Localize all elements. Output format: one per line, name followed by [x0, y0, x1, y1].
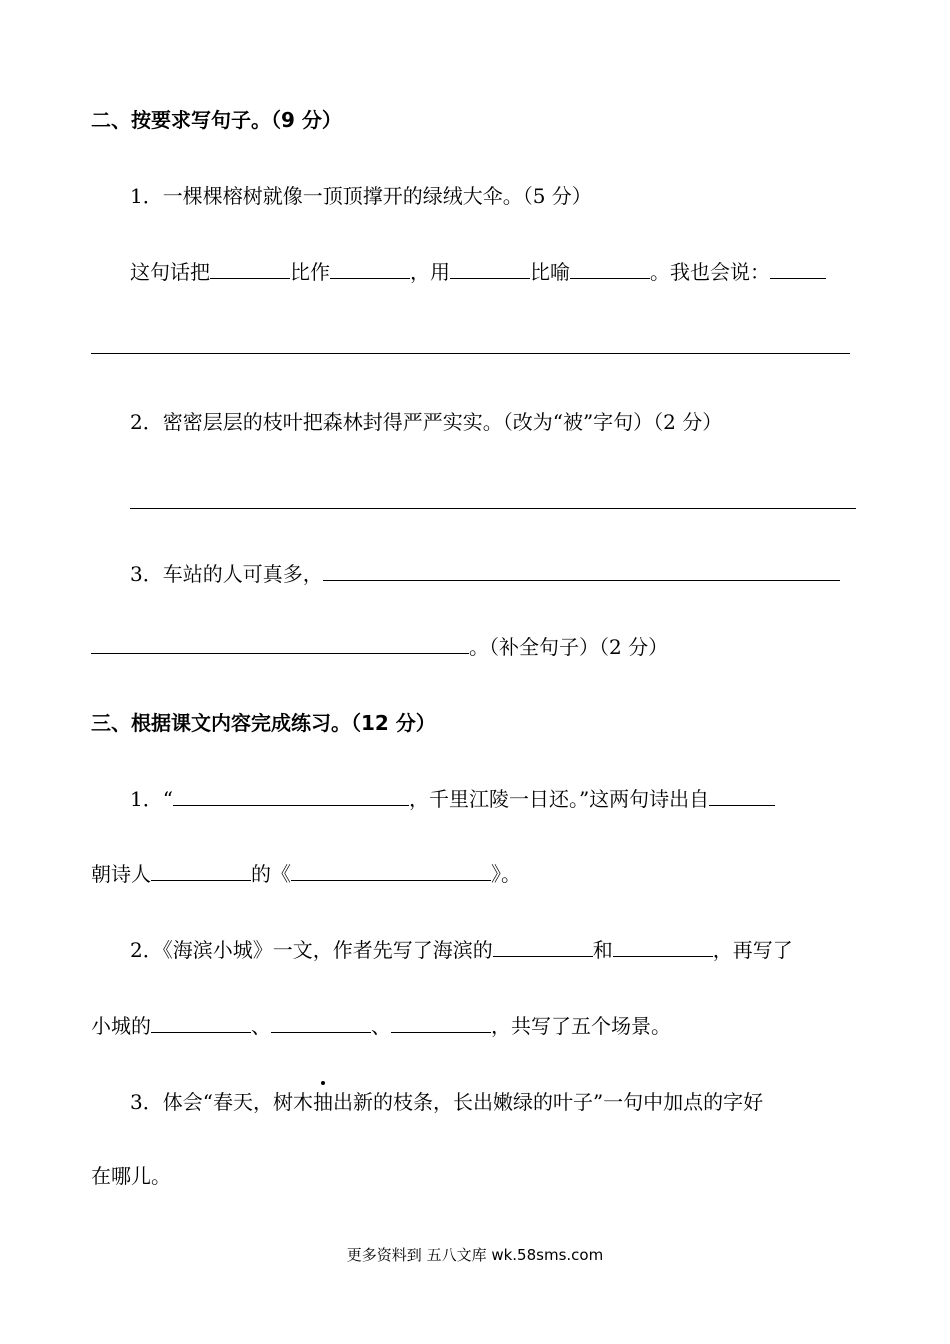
question-3-3: [130, 1088, 763, 1116]
answer-blank[interactable]: [493, 936, 593, 957]
footer-link[interactable]: 更多资料到 五八文库 wk.58sms.com: [346, 1246, 604, 1264]
answer-blank[interactable]: [271, 1012, 371, 1033]
answer-blank[interactable]: [91, 633, 469, 654]
answer-blank[interactable]: [613, 936, 713, 957]
question-2-3-cont: [91, 633, 668, 661]
separator: 、: [251, 1014, 271, 1038]
question-3-2: [130, 936, 793, 964]
fill-text: ，用: [410, 260, 450, 284]
question-text: 小城的: [91, 1014, 151, 1038]
question-text: ，共写了五个场景。: [491, 1014, 671, 1038]
answer-blank[interactable]: [323, 560, 840, 581]
question-text: 2．《海滨小城》一文，作者先写了海滨的: [130, 938, 493, 962]
question-3-2-cont: [91, 1012, 671, 1040]
question-3-1: [130, 785, 775, 813]
fill-text: 比作: [290, 260, 330, 284]
answer-line[interactable]: [91, 353, 850, 354]
question-text: 和: [592, 938, 613, 962]
section-2-heading: 二、按要求写句子。（9 分）: [91, 108, 342, 132]
fill-text: 这句话把: [130, 260, 210, 284]
fill-text: 比喻: [530, 260, 570, 284]
answer-blank[interactable]: [450, 258, 530, 279]
question-3-3-cont: 在哪儿。: [91, 1164, 171, 1188]
answer-blank[interactable]: [330, 258, 410, 279]
answer-line[interactable]: [130, 508, 856, 509]
answer-blank[interactable]: [709, 785, 775, 806]
answer-blank[interactable]: [151, 1012, 251, 1033]
question-3-1-cont: [91, 860, 521, 888]
question-2-3: [130, 560, 840, 588]
answer-blank[interactable]: [770, 258, 826, 279]
question-text: 的《: [251, 862, 291, 886]
answer-blank[interactable]: [391, 1012, 491, 1033]
answer-blank[interactable]: [151, 860, 251, 881]
question-2-1-fill: [130, 258, 826, 286]
question-text: 》。: [491, 862, 521, 886]
answer-blank[interactable]: [291, 860, 491, 881]
question-2-1: 1．一棵棵榕树就像一顶顶撑开的绿绒大伞。（5 分）: [130, 184, 592, 208]
answer-blank[interactable]: [570, 258, 650, 279]
separator: 、: [371, 1014, 391, 1038]
question-text: 1．“: [130, 787, 173, 811]
emphasized-char: 抽: [313, 1090, 333, 1114]
question-text: ，千里江陵一日还。”这两句诗出自: [408, 787, 710, 811]
question-text: 出新的枝条，长出嫩绿的叶子”一句中加点的字好: [332, 1090, 764, 1114]
question-text: ，再写了: [712, 938, 793, 962]
emphasis-dot: [321, 1081, 325, 1085]
fill-text: 。我也会说：: [650, 260, 770, 284]
answer-blank[interactable]: [173, 785, 409, 806]
question-text: 3．车站的人可真多，: [130, 562, 323, 586]
question-text: 朝诗人: [91, 862, 151, 886]
question-2-2: 2．密密层层的枝叶把森林封得严严实实。（改为“被”字句）（2 分）: [130, 410, 723, 434]
answer-blank[interactable]: [210, 258, 290, 279]
section-3-heading: 三、根据课文内容完成练习。（12 分）: [91, 711, 436, 735]
question-text: 3．体会“春天，树木: [130, 1090, 313, 1114]
question-text: 。（补全句子）（2 分）: [469, 635, 669, 659]
